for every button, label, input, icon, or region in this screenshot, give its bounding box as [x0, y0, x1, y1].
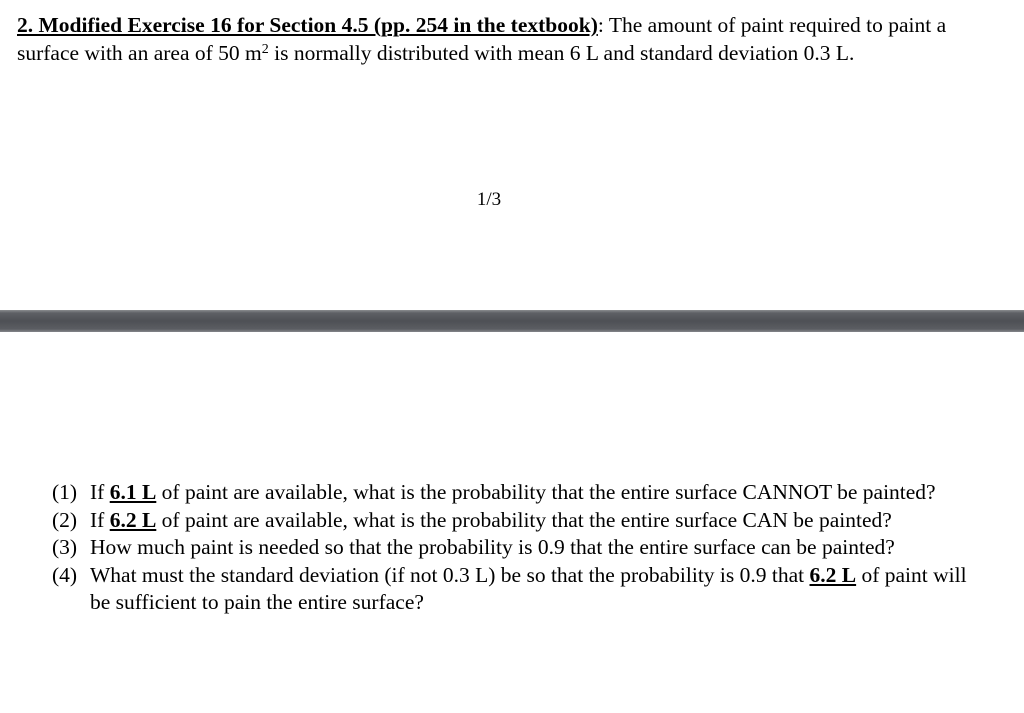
question-text: How much paint is needed so that the probability is 0.9 that the entire surface can be painted? [90, 535, 895, 559]
question-text-before: If [90, 507, 110, 532]
question-1 [52, 479, 992, 507]
question-emphasis: 6.2 L [109, 507, 157, 532]
exercise-intro-part1: The amount of paint required to paint a surface with an area of 50 m [17, 13, 947, 65]
question-text-before: If [90, 480, 110, 504]
question-4 [52, 562, 992, 617]
question-3 [52, 534, 992, 562]
question-emphasis: 6.2 L [809, 562, 857, 587]
page-separator [0, 310, 1024, 332]
document-page-1 [0, 0, 1024, 310]
question-text-after: of paint will be sufficient to pain the entire surface? [90, 562, 967, 614]
question-number: (1) [52, 480, 78, 504]
question-list [52, 479, 992, 617]
question-number: (2) [52, 507, 78, 532]
exercise-title: 2. Modified Exercise 16 for Section 4.5 (pp. 254 in the textbook) [17, 13, 598, 37]
exercise-title-colon: : [597, 13, 604, 37]
page-number: 1/3 [476, 189, 502, 210]
question-number: (4) [52, 562, 78, 587]
question-emphasis: 6.1 L [109, 480, 157, 504]
exercise-intro-part2: is normally distributed with mean 6 L and standard deviation 0.3 L. [268, 41, 855, 65]
question-text-after: of paint are available, what is the probability that the entire surface CAN be painted? [156, 507, 892, 532]
exercise-statement [17, 11, 1007, 67]
question-text-after: of paint are available, what is the probability that the entire surface CANNOT be painted? [156, 480, 936, 504]
question-number: (3) [52, 535, 78, 559]
question-2 [52, 507, 992, 535]
area-exponent: 2 [261, 42, 269, 57]
question-text-before: What must the standard deviation (if not 0.3 L) be so that the probability is 0.9 that [90, 562, 810, 587]
